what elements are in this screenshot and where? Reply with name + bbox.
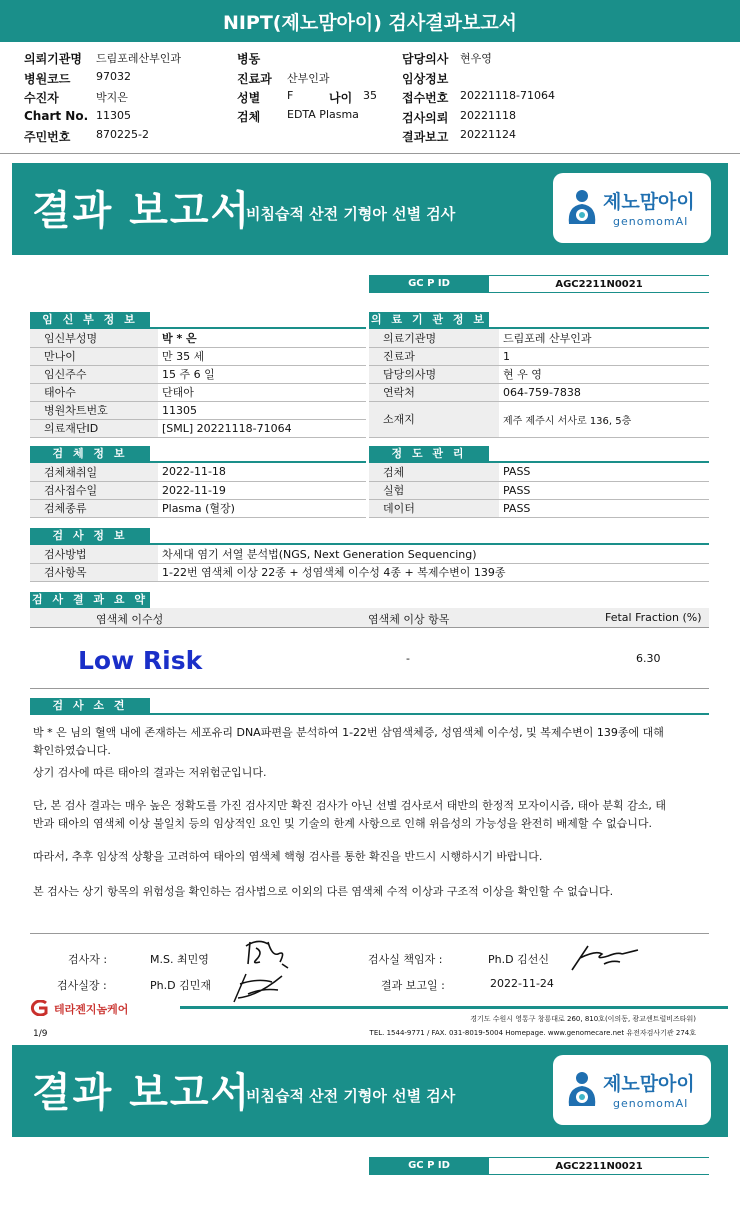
field-label: 병원차트번호 [30,401,158,419]
gcpid-value: AGC2211N0021 [489,275,709,293]
field-value: PASS [499,499,709,517]
header-label: 결과보고 [402,130,449,144]
header-label: 병동 [237,52,261,66]
field-value: 제주 제주시 서사로 136, 5층 [499,401,709,437]
header-value: 산부인과 [287,72,330,85]
report-date: 2022-11-24 [490,977,554,990]
field-value: 1 [499,347,709,365]
field-value: 드림포레 산부인과 [499,329,709,347]
field-label: 검체 [369,463,499,481]
field-label: 담당의사명 [369,365,499,383]
footer-line [180,1006,728,1009]
result-banner [12,163,728,255]
summary-col-aneuploidy: 염색체 이수성 [96,613,164,626]
header-label: 접수번호 [402,91,449,105]
header-value: 20221124 [460,128,516,141]
field-label: 태아수 [30,383,158,401]
field-label: 검체채취일 [30,463,158,481]
gcpid-value: AGC2211N0021 [489,1157,709,1175]
field-label: 진료과 [369,347,499,365]
field-value: [SML] 20221118-71064 [158,419,366,437]
logo-english: genomomAI [613,215,689,228]
field-value: 만 35 세 [158,347,366,365]
logo-korean: 제노맘아이 [603,191,695,213]
report-title: NIPT(제노맘아이) 검사결과보고서 [0,0,740,42]
header-row [237,70,330,87]
banner-subtitle: 비침습적 산전 기형아 선별 검사 [246,205,456,223]
header-label: 주민번호 [24,130,71,144]
finding-paragraph [33,797,713,833]
pregnant-table [30,329,366,438]
specimen-table [30,463,366,518]
director-signature [228,968,286,1006]
header-value: 현우영 [460,52,492,65]
finding-line: 단, 본 검사 결과는 매우 높은 정확도를 가진 검사지만 확진 검사가 아닌 선별 검사로서 태반의 한정적 모자이시즘, 태아 분획 감소, 태 [33,799,666,812]
header-label: 담당의사 [402,52,449,66]
field-label: 검사방법 [30,545,158,563]
header-label: 진료과 [237,72,272,86]
field-label: 검사접수일 [30,481,158,499]
tester-label: 검사자 : [68,953,108,966]
field-value: 11305 [158,401,366,419]
field-label: 실험 [369,481,499,499]
director-label: 검사실장 : [57,979,107,992]
company-logo-icon [26,1000,52,1016]
field-value: Plasma (혈장) [158,499,366,517]
section-testinfo: 검 사 정 보 [30,528,150,544]
field-label: 검사항목 [30,563,158,581]
page-number: 1/9 [33,1029,48,1039]
field-label: 소재지 [369,401,499,437]
summary-header [30,608,709,628]
risk-result: Low Risk [78,646,203,675]
header-value: 870225-2 [96,128,149,141]
finding-line: 박 * 은 님의 혈액 내에 존재하는 세포유리 DNA파편을 분석하여 1-22번 삼염색체증, 성염색체 이수성, 및 복제수변이 139종에 대해 [33,726,664,739]
section-hospital: 의 료 기 관 정 보 [369,312,489,328]
director-name: Ph.D 김민재 [150,979,211,992]
field-value: 현 우 영 [499,365,709,383]
age-label: 나이 [329,91,353,105]
company-contact: TEL. 1544-9771 / FAX. 031-8019-5004 Homepage. www.genomecare.net 유전자검사기관 274호 [369,1029,696,1037]
genomom-icon [565,188,599,226]
chief-label: 검사실 책임자 : [368,953,443,966]
gcpid-bar-page2 [369,1157,709,1175]
tester-name: M.S. 최민영 [150,953,209,966]
tester-signature [238,936,292,972]
field-value: 15 주 6 일 [158,365,366,383]
logo-english: genomomAI [613,1097,689,1110]
header-label: 임상정보 [402,72,449,86]
header-value: 박지은 [96,91,128,104]
header-row [24,128,149,145]
genomom-logo [553,173,711,243]
header-row [237,50,260,67]
section-pregnant: 임 신 부 정 보 [30,312,150,328]
header-row [24,109,131,123]
header-value: EDTA Plasma [287,108,359,121]
header-value: 97032 [96,70,131,83]
header-row [24,50,182,67]
patient-header [0,42,740,154]
field-value: 2022-11-19 [158,481,366,499]
company-name: 테라젠지놈케어 [54,1003,129,1016]
summary-col-items: 염색체 이상 항목 [368,613,450,626]
chief-name: Ph.D 김선신 [488,953,549,966]
section-line [30,713,709,715]
header-label: 의뢰기관명 [24,52,82,66]
field-label: 의료재단ID [30,419,158,437]
header-row [402,128,516,145]
section-findings: 검 사 소 견 [30,698,150,714]
field-value: 박 * 은 [158,329,366,347]
divider [30,688,709,689]
field-value: 2022-11-18 [158,463,366,481]
header-row [402,89,555,106]
header-row [24,70,131,87]
header-row [24,89,128,106]
header-value: 20221118 [460,109,516,122]
hospital-table [369,329,709,438]
field-label: 임신주수 [30,365,158,383]
field-label: 임신부성명 [30,329,158,347]
gcpid-label: GC P ID [369,275,489,293]
header-label: 병원코드 [24,72,71,86]
report-date-label: 결과 보고일 : [381,979,445,992]
header-value: 11305 [96,109,131,122]
summary-item-value: - [406,652,410,665]
finding-line: 확인하였습니다. [33,744,111,757]
header-label: 검체 [237,110,261,124]
field-value: 064-759-7838 [499,383,709,401]
header-value: 20221118-71064 [460,89,555,102]
finding-line: 상기 검사에 따른 태아의 결과는 저위험군입니다. [33,766,267,779]
header-value: 드림포레산부인과 [96,52,182,65]
section-qc: 정 도 관 리 [369,446,489,462]
finding-line: 반과 태아의 염색체 이상 불일치 등의 임상적인 요인 및 기술의 한계 사항으로 인해 위음성의 가능성을 완전히 배제할 수 없습니다. [33,817,652,830]
genomom-logo [553,1055,711,1125]
result-banner-page2 [12,1045,728,1137]
field-label: 의료기관명 [369,329,499,347]
section-specimen: 검 체 정 보 [30,446,150,462]
header-label: 검사의뢰 [402,111,449,125]
age-value: 35 [363,89,377,102]
genomom-icon [565,1070,599,1108]
header-row [402,50,492,67]
gcpid-label: GC P ID [369,1157,489,1175]
field-label: 데이터 [369,499,499,517]
header-label: 성별 [237,91,261,105]
company-address: 경기도 수원시 영통구 창룡대로 260, 810호(이의동, 광교센트럴비즈타워) [470,1015,696,1023]
qc-table [369,463,709,518]
divider [30,933,709,934]
field-label: 만나이 [30,347,158,365]
banner-title: 결과 보고서 [32,1070,252,1116]
summary-col-ff: Fetal Fraction (%) [605,611,702,624]
finding-line: 본 검사는 상기 항목의 위험성을 확인하는 검사법으로 이외의 다른 염색체 수적 이상과 구조적 이상을 확인할 수 없습니다. [33,885,614,898]
field-label: 연락처 [369,383,499,401]
field-value: 1-22번 염색체 이상 22종 + 성염색체 이수성 4종 + 복제수변이 139종 [158,563,709,581]
finding-line: 따라서, 추후 임상적 상황을 고려하여 태아의 염색체 핵형 검사를 통한 확진을 반드시 시행하시기 바랍니다. [33,850,543,863]
header-label: 수진자 [24,91,59,105]
fetal-fraction-value: 6.30 [636,652,661,665]
finding-paragraph [33,724,713,760]
header-row [402,109,516,126]
chief-signature [568,940,642,974]
header-row [402,70,448,87]
header-row [237,89,377,106]
banner-title: 결과 보고서 [32,188,252,234]
gcpid-bar [369,275,709,293]
field-label: 검체종류 [30,499,158,517]
header-row [237,108,359,125]
banner-subtitle: 비침습적 산전 기형아 선별 검사 [246,1087,456,1105]
field-value: 단태아 [158,383,366,401]
logo-korean: 제노맘아이 [603,1073,695,1095]
field-value: 차세대 염기 서열 분석법(NGS, Next Generation Sequencing) [158,545,709,563]
field-value: PASS [499,463,709,481]
testinfo-table [30,545,709,582]
field-value: PASS [499,481,709,499]
header-value: F [287,89,294,102]
header-label: Chart No. [24,109,89,123]
section-summary: 검 사 결 과 요 약 [30,592,150,608]
